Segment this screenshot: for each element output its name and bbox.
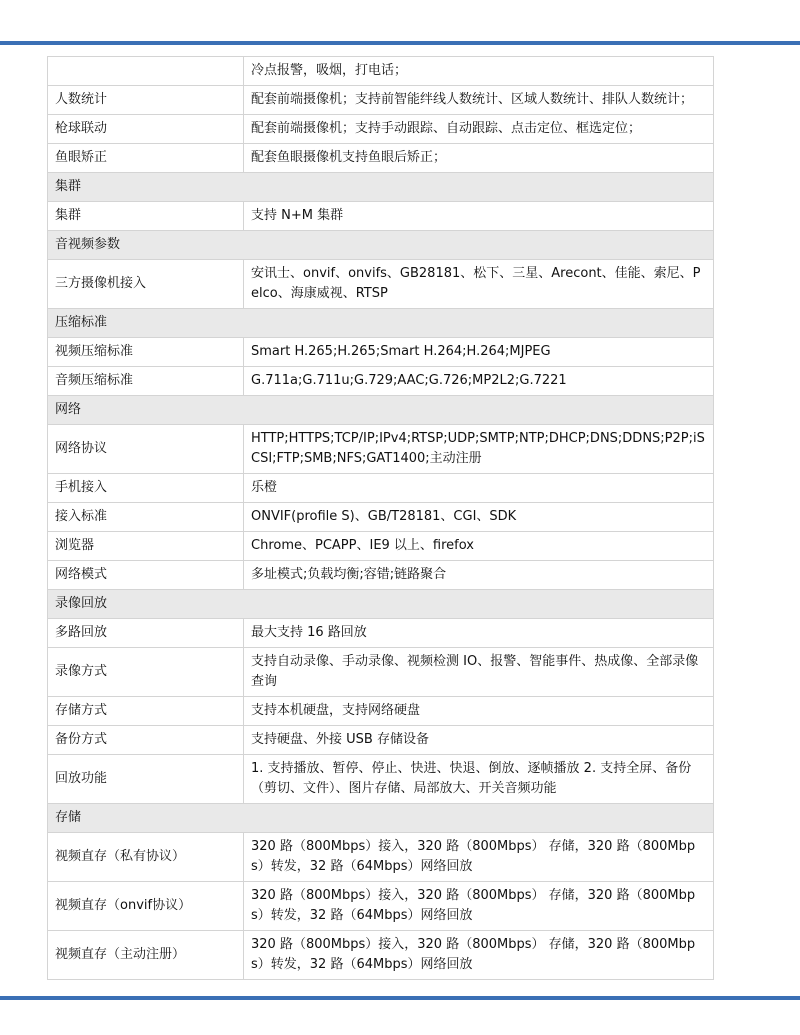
spec-key: 存储方式 — [48, 697, 244, 726]
spec-key: 枪球联动 — [48, 115, 244, 144]
spec-key: 接入标准 — [48, 503, 244, 532]
table-row — [48, 532, 714, 561]
spec-key: 音频压缩标准 — [48, 367, 244, 396]
footer-rule — [0, 996, 800, 1000]
spec-value: 支持 N+M 集群 — [244, 202, 714, 231]
spec-value: 冷点报警，吸烟，打电话； — [244, 57, 714, 86]
table-row — [48, 425, 714, 474]
spec-value: 多址模式;负载均衡;容错;链路聚合 — [244, 561, 714, 590]
spec-table-body — [48, 57, 714, 980]
spec-value: 1. 支持播放、暂停、停止、快进、快退、倒放、逐帧播放 2. 支持全屏、备份（剪切、文件）、图片存储、局部放大、开关音频功能 — [244, 755, 714, 804]
section-title: 网络 — [48, 396, 714, 425]
spec-key: 视频直存（onvif协议） — [48, 882, 244, 931]
spec-value: 乐橙 — [244, 474, 714, 503]
spec-table — [47, 56, 714, 980]
table-row — [48, 144, 714, 173]
section-row — [48, 173, 714, 202]
table-row — [48, 367, 714, 396]
spec-value: 配套前端摄像机；支持前智能绊线人数统计、区域人数统计、排队人数统计； — [244, 86, 714, 115]
section-title: 压缩标准 — [48, 309, 714, 338]
table-row — [48, 86, 714, 115]
spec-key: 多路回放 — [48, 619, 244, 648]
table-row — [48, 202, 714, 231]
table-row — [48, 260, 714, 309]
section-row — [48, 309, 714, 338]
section-row — [48, 396, 714, 425]
table-row — [48, 726, 714, 755]
section-title: 音视频参数 — [48, 231, 714, 260]
table-row — [48, 561, 714, 590]
spec-value: Smart H.265;H.265;Smart H.264;H.264;MJPEG — [244, 338, 714, 367]
table-row — [48, 503, 714, 532]
spec-value: 配套鱼眼摄像机支持鱼眼后矫正； — [244, 144, 714, 173]
spec-key: 视频直存（私有协议） — [48, 833, 244, 882]
spec-value: HTTP;HTTPS;TCP/IP;IPv4;RTSP;UDP;SMTP;NTP;DHCP;DNS;DDNS;P2P;iSCSI;FTP;SMB;NFS;GAT1400;主动注册 — [244, 425, 714, 474]
section-row — [48, 804, 714, 833]
spec-value: 最大支持 16 路回放 — [244, 619, 714, 648]
spec-key: 人数统计 — [48, 86, 244, 115]
spec-key: 三方摄像机接入 — [48, 260, 244, 309]
spec-value: 320 路（800Mbps）接入，320 路（800Mbps） 存储，320 路（800Mbps）转发，32 路（64Mbps）网络回放 — [244, 833, 714, 882]
spec-key: 录像方式 — [48, 648, 244, 697]
section-row — [48, 590, 714, 619]
table-row — [48, 648, 714, 697]
table-row — [48, 882, 714, 931]
spec-key: 浏览器 — [48, 532, 244, 561]
table-row — [48, 833, 714, 882]
spec-key: 手机接入 — [48, 474, 244, 503]
header-rule — [0, 41, 800, 45]
spec-key: 备份方式 — [48, 726, 244, 755]
spec-key — [48, 57, 244, 86]
table-row — [48, 338, 714, 367]
spec-key: 视频直存（主动注册） — [48, 931, 244, 980]
spec-value: 支持硬盘、外接 USB 存储设备 — [244, 726, 714, 755]
spec-value: ONVIF(profile S)、GB/T28181、CGI、SDK — [244, 503, 714, 532]
spec-value: 支持本机硬盘，支持网络硬盘 — [244, 697, 714, 726]
spec-key: 集群 — [48, 202, 244, 231]
spec-value: 配套前端摄像机；支持手动跟踪、自动跟踪、点击定位、框选定位； — [244, 115, 714, 144]
spec-value: 支持自动录像、手动录像、视频检测 IO、报警、智能事件、热成像、全部录像查询 — [244, 648, 714, 697]
table-row — [48, 474, 714, 503]
table-row — [48, 697, 714, 726]
table-row — [48, 755, 714, 804]
table-row — [48, 931, 714, 980]
spec-value: G.711a;G.711u;G.729;AAC;G.726;MP2L2;G.7221 — [244, 367, 714, 396]
section-title: 录像回放 — [48, 590, 714, 619]
spec-value: 安讯士、onvif、onvifs、GB28181、松下、三星、Arecont、佳能、索尼、Pelco、海康威视、RTSP — [244, 260, 714, 309]
table-row — [48, 57, 714, 86]
spec-key: 网络模式 — [48, 561, 244, 590]
spec-key: 视频压缩标准 — [48, 338, 244, 367]
section-row — [48, 231, 714, 260]
spec-value: 320 路（800Mbps）接入，320 路（800Mbps） 存储，320 路（800Mbps）转发，32 路（64Mbps）网络回放 — [244, 931, 714, 980]
spec-key: 回放功能 — [48, 755, 244, 804]
section-title: 存储 — [48, 804, 714, 833]
table-row — [48, 115, 714, 144]
spec-key: 网络协议 — [48, 425, 244, 474]
spec-value: Chrome、PCAPP、IE9 以上、firefox — [244, 532, 714, 561]
spec-value: 320 路（800Mbps）接入，320 路（800Mbps） 存储，320 路（800Mbps）转发，32 路（64Mbps）网络回放 — [244, 882, 714, 931]
spec-key: 鱼眼矫正 — [48, 144, 244, 173]
table-row — [48, 619, 714, 648]
section-title: 集群 — [48, 173, 714, 202]
